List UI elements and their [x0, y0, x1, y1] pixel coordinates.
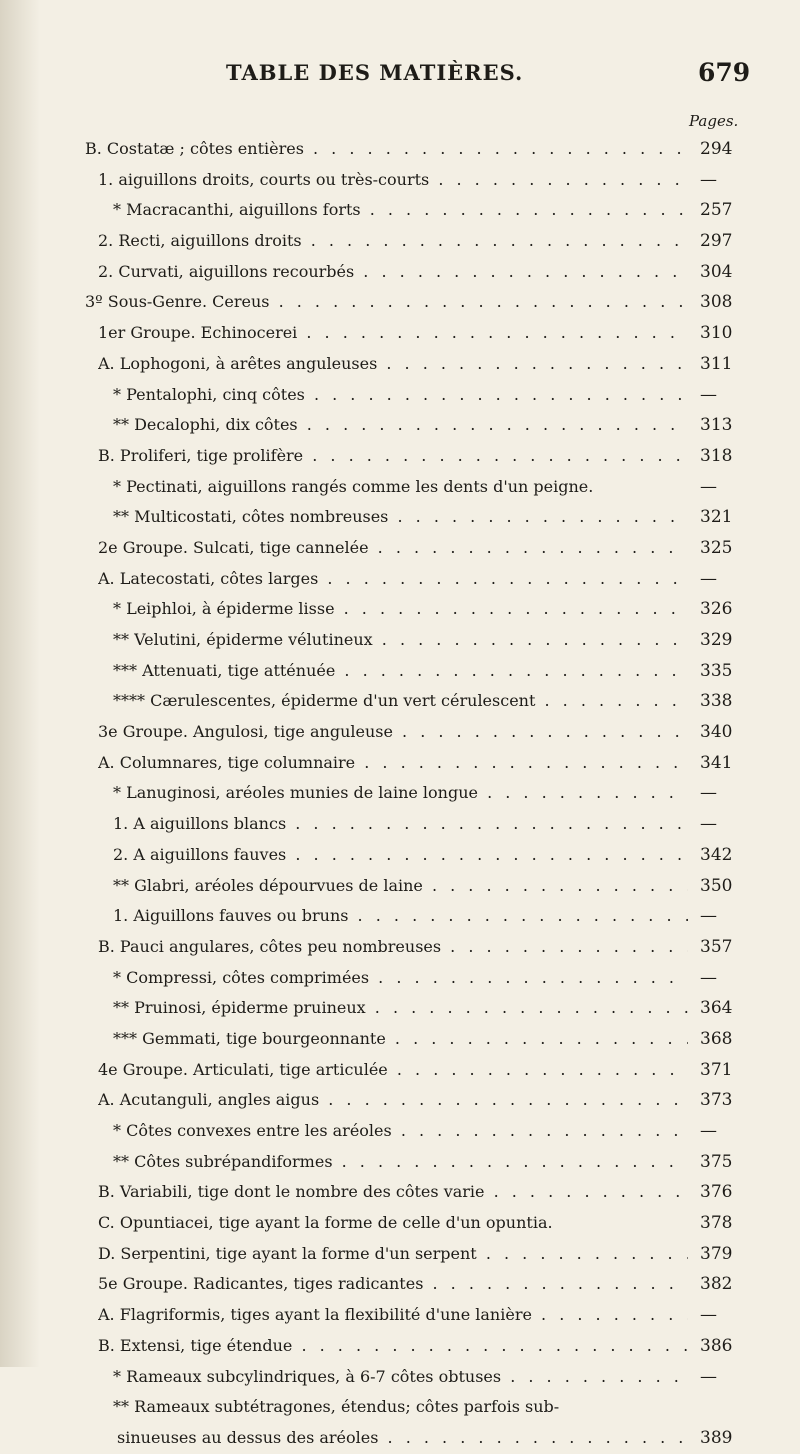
running-header: [0, 58, 800, 88]
toc-entry-text: * Pentalophi, cinq côtes . . .: [113, 380, 688, 411]
toc-entry: [0, 1085, 800, 1116]
toc-entry-text: A. Latecostati, côtes larges . . .: [98, 564, 688, 595]
toc-entry: [0, 349, 800, 380]
toc-entry-text: B. Proliferi, tige prolifère . . .: [98, 441, 688, 472]
toc-entry: [0, 1239, 800, 1270]
header-page-number: 679: [698, 58, 751, 87]
toc-entry-page: 326: [700, 599, 733, 620]
toc-entry-page: 340: [700, 722, 733, 743]
toc-entry: [0, 226, 800, 257]
toc-entry: [0, 257, 800, 288]
toc-entry: [0, 502, 800, 533]
toc-entry-page: —: [700, 906, 717, 927]
toc-entry-text: A. Lophogoni, à arêtes anguleuses . . .: [98, 349, 688, 380]
toc-entry-page: —: [700, 1366, 717, 1387]
toc-entry-text: 5e Groupe. Radicantes, tiges radicantes . . .: [98, 1269, 688, 1300]
toc-entry: [0, 533, 800, 564]
toc-entry: [0, 318, 800, 349]
toc-entry-text: 2e Groupe. Sulcati, tige cannelée . . .: [98, 533, 688, 564]
toc-entry: [0, 1116, 800, 1147]
toc-entry: [0, 871, 800, 902]
toc-entry-page: 304: [700, 261, 733, 282]
toc-entry-page: 308: [700, 292, 733, 313]
toc-entry: [0, 625, 800, 656]
toc-entry-text: 1. aiguillons droits, courts ou très-courts . . .: [98, 165, 688, 196]
toc-entry-page: —: [700, 967, 717, 988]
toc-entry: [0, 1423, 800, 1454]
toc-entry-page: 311: [700, 353, 733, 374]
toc-entry-text: 2. A aiguillons fauves . . .: [113, 840, 688, 871]
toc-entry: [0, 1269, 800, 1300]
toc-entry-text: ** Glabri, aréoles dépourvues de laine . . .: [113, 871, 688, 902]
toc-entry-text: D. Serpentini, tige ayant la forme d'un serpent . . .: [98, 1239, 688, 1270]
toc-entry-page: 379: [700, 1243, 733, 1264]
toc-entry-page: 342: [700, 844, 733, 865]
toc-entry: [0, 287, 800, 318]
toc-entry: [0, 809, 800, 840]
toc-entry-text: *** Gemmati, tige bourgeonnante . . .: [113, 1024, 688, 1055]
toc-entry: [0, 1362, 800, 1393]
toc-entry-page: 378: [700, 1213, 733, 1234]
toc-entry: [0, 963, 800, 994]
toc-entry: [0, 717, 800, 748]
toc-entry-page: 329: [700, 630, 733, 650]
toc-entry-text: 1er Groupe. Echinocerei . . .: [98, 318, 688, 349]
toc-entry: [0, 594, 800, 625]
toc-entry: [0, 1024, 800, 1055]
toc-entry-page: 318: [700, 445, 733, 466]
toc-entry-text: *** Attenuati, tige atténuée . . .: [113, 656, 688, 687]
toc-entry-text: 4e Groupe. Articulati, tige articulée . . .: [98, 1055, 688, 1086]
toc-entry-page: 294: [700, 139, 733, 159]
toc-entry-page: 375: [700, 1151, 733, 1172]
toc-entry-page: 335: [700, 660, 733, 681]
toc-entry-page: 350: [700, 875, 733, 896]
toc-entry-text: A. Acutanguli, angles aigus . . .: [98, 1085, 688, 1116]
toc-entry-page: —: [700, 384, 717, 405]
toc-entry-page: 371: [700, 1059, 733, 1080]
toc-entry-page: 373: [700, 1090, 733, 1111]
toc-entry-page: 382: [700, 1274, 733, 1295]
toc-entry-text: ** Pruinosi, épiderme pruineux . . .: [113, 993, 688, 1024]
toc-entry-text: ** Côtes subrépandiformes . . .: [113, 1147, 688, 1178]
toc-entry-page: —: [700, 1305, 717, 1326]
toc-entry: [0, 165, 800, 196]
toc-entry: [0, 1331, 800, 1362]
toc-entry: [0, 993, 800, 1024]
toc-entry: [0, 564, 800, 595]
toc-entry-text: B. Pauci angulares, côtes peu nombreuses . . .: [98, 932, 688, 963]
toc-entry-page: 357: [700, 936, 733, 957]
toc-entry: [0, 195, 800, 226]
toc-entry-page: 376: [700, 1182, 733, 1203]
toc-entry-text: * Compressi, côtes comprimées . . .: [113, 963, 688, 994]
toc-entry: [0, 134, 800, 165]
toc-entry-text: 2. Recti, aiguillons droits . . .: [98, 226, 688, 257]
toc-entry-page: 386: [700, 1335, 733, 1356]
toc-entry-page: —: [700, 814, 717, 835]
table-of-contents: [0, 134, 800, 1454]
toc-entry-text: B. Costatæ ; côtes entières . . .: [85, 134, 688, 165]
toc-entry-text: B. Variabili, tige dont le nombre des côtes varie . . .: [98, 1177, 688, 1208]
toc-entry-text: * Lanuginosi, aréoles munies de laine longue . . .: [113, 778, 688, 809]
toc-entry: [0, 1392, 800, 1423]
toc-entry: [0, 748, 800, 779]
toc-entry: [0, 441, 800, 472]
toc-entry-page: 389: [700, 1427, 733, 1448]
toc-entry-text: * Leiphloi, à épiderme lisse . . .: [113, 594, 688, 625]
toc-entry-text: B. Extensi, tige étendue . . .: [98, 1331, 688, 1362]
toc-entry: [0, 380, 800, 411]
toc-entry: [0, 686, 800, 717]
toc-entry-text: * Côtes convexes entre les aréoles . . .: [113, 1116, 688, 1147]
toc-entry-text: * Rameaux subcylindriques, à 6-7 côtes obtuses . . .: [113, 1362, 688, 1393]
toc-entry-text: C. Opuntiacei, tige ayant la forme de celle d'un opuntia.: [98, 1213, 553, 1233]
toc-entry-page: —: [700, 1121, 717, 1141]
toc-entry: [0, 1147, 800, 1178]
toc-entry: [0, 1300, 800, 1331]
toc-entry: [0, 1055, 800, 1086]
toc-entry-text: ** Decalophi, dix côtes . . .: [113, 410, 688, 441]
toc-entry-text: 3º Sous-Genre. Cereus . . .: [85, 287, 688, 318]
toc-entry-text: ** Multicostati, côtes nombreuses . . .: [113, 502, 688, 533]
toc-entry-text: 3e Groupe. Angulosi, tige anguleuse . . .: [98, 717, 688, 748]
toc-entry-page: 341: [700, 752, 733, 773]
toc-entry-page: —: [700, 476, 717, 497]
toc-entry-page: 368: [700, 1028, 733, 1049]
toc-entry: [0, 1208, 800, 1239]
toc-entry: [0, 410, 800, 441]
toc-entry-page: 325: [700, 537, 733, 558]
toc-entry: [0, 932, 800, 963]
toc-entry-page: 313: [700, 415, 733, 436]
toc-entry-page: 321: [700, 507, 733, 528]
toc-entry-text: A. Flagriformis, tiges ayant la flexibilité d'une lanière . . .: [98, 1300, 688, 1331]
toc-entry-page: 297: [700, 231, 733, 252]
toc-entry-text: 1. A aiguillons blancs . . .: [113, 809, 688, 840]
header-title: TABLE DES MATIÈRES.: [226, 60, 524, 85]
toc-entry-text: * Pectinati, aiguillons rangés comme les dents d'un peigne.: [113, 476, 594, 496]
toc-entry: [0, 656, 800, 687]
toc-entry-text: **** Cærulescentes, épiderme d'un vert cérulescent . . .: [113, 686, 688, 717]
toc-entry-text: ** Velutini, épiderme vélutineux . . .: [113, 625, 688, 656]
toc-entry: [0, 472, 800, 503]
toc-entry-text: ** Rameaux subtétragones, étendus; côtes parfois sub-: [113, 1397, 560, 1417]
toc-entry-text: A. Columnares, tige columnaire . . .: [98, 748, 688, 779]
toc-entry-page: —: [700, 568, 717, 589]
toc-entry: [0, 840, 800, 871]
toc-entry-text: sinueuses au dessus des aréoles . . .: [117, 1423, 688, 1454]
toc-entry-page: 310: [700, 323, 733, 344]
pages-column-label: Pages.: [689, 112, 739, 130]
toc-entry-page: —: [700, 783, 717, 804]
toc-entry-text: 2. Curvati, aiguillons recourbés . . .: [98, 257, 688, 288]
toc-entry-page: 364: [700, 998, 733, 1019]
toc-entry: [0, 1177, 800, 1208]
toc-entry: [0, 778, 800, 809]
toc-entry-text: 1. Aiguillons fauves ou bruns . . .: [113, 901, 688, 932]
toc-entry-text: * Macracanthi, aiguillons forts . . .: [113, 195, 688, 226]
toc-entry-page: 338: [700, 691, 733, 712]
toc-entry: [0, 901, 800, 932]
toc-entry-page: 257: [700, 200, 733, 221]
toc-entry-page: —: [700, 169, 717, 190]
